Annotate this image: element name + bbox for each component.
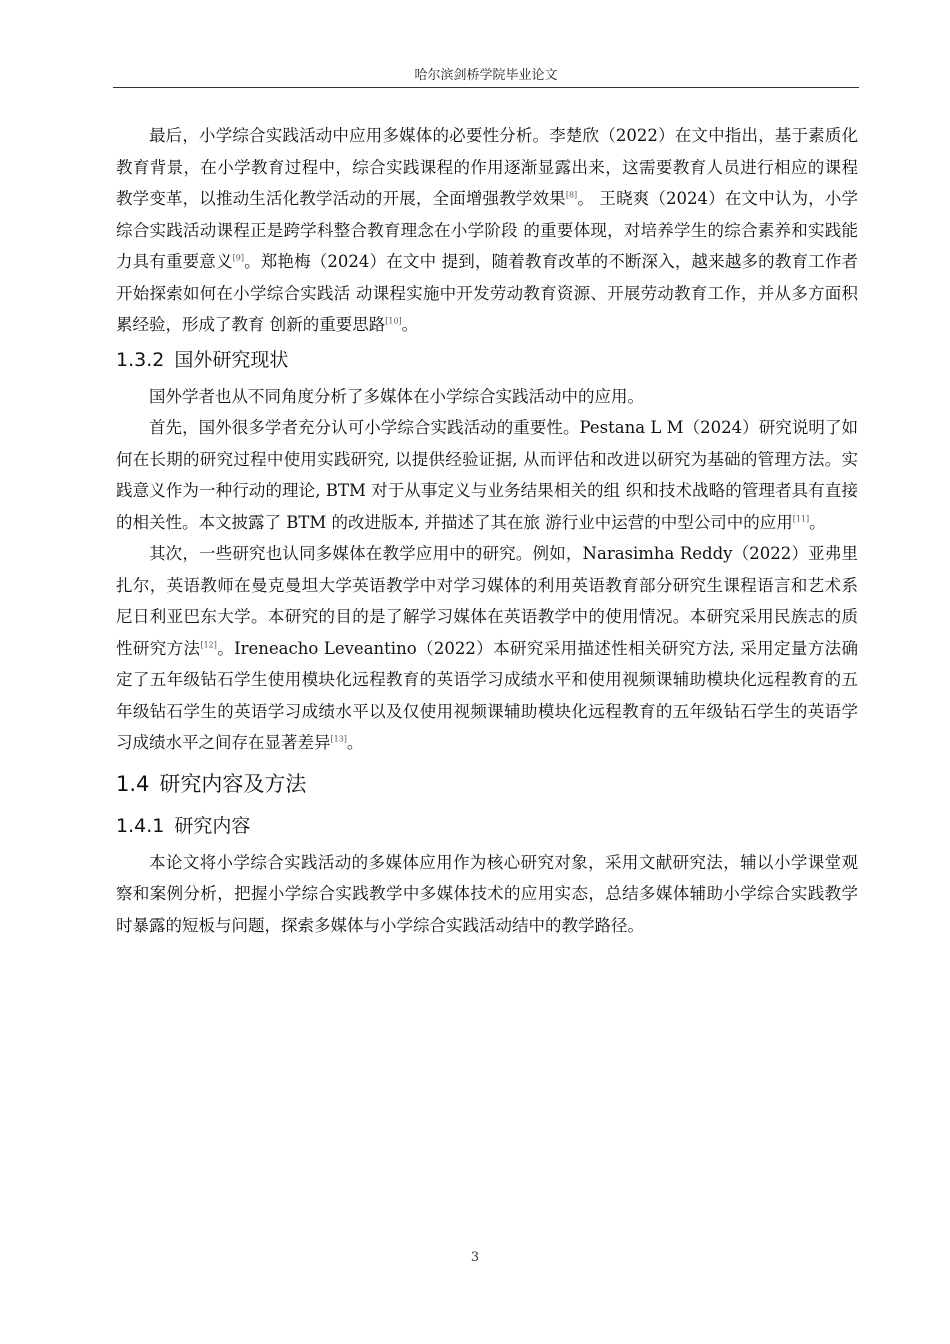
paragraph-text: 国外学者也从不同角度分析了多媒体在小学综合实践活动中的应用。 [149,386,644,406]
paragraph-text: 其次，一些研究也认同多媒体在教学应用中的研究。例如，Narasimha Reddy（2022）亚弗里扎尔，英语教师在曼克曼坦大学英语教学中对学习媒体的利用英语教育部分研究生课程语言和艺术系尼日利亚巴东大学。本研究的目的是了解学习媒体在英语教学中的使用情况。本研究采用民族志的质性研究方法 [116,544,858,658]
paragraph-text: 。 [401,315,419,334]
paragraph-domestic-necessity [116,120,858,341]
citation-11[interactable]: [11] [792,514,810,523]
page-header: 哈尔滨剑桥学院毕业论文 [414,68,558,83]
citation-9[interactable]: [9] [232,253,244,263]
header-divider [113,87,859,88]
page-number: 3 [470,1250,480,1265]
citation-12[interactable]: [12] [200,640,217,649]
heading-number: 1.3.2 [116,348,165,371]
paragraph-text: 。郑艳梅（2024）在文中 提到，随着教育改革的不断深入，越来越多的教育工作者开始探索如何在小学综合实践活 动课程实施中开发劳动教育资源、开展劳动教育工作，并从多方面积累经验，形成了教育 创新的重要思路 [116,252,858,334]
page-body [116,120,858,941]
paragraph-foreign-first [116,412,858,538]
heading-1-4 [116,767,858,801]
heading-title: 研究内容 [174,814,251,837]
paragraph-foreign-intro [116,381,858,413]
citation-13[interactable]: [13] [330,734,347,744]
heading-1-4-1 [116,811,858,841]
paragraph-text: 本论文将小学综合实践活动的多媒体应用作为核心研究对象，采用文献研究法，辅以小学课堂观察和案例分析，把握小学综合实践教学中多媒体技术的应用实态，总结多媒体辅助小学综合实践教学时暴露的短板与问题，探索多媒体与小学综合实践活动结中的教学路径。 [116,852,858,935]
paragraph-research-content [116,847,858,942]
paragraph-text: 。 [809,512,826,532]
paragraph-text: 最后，小学综合实践活动中应用多媒体的必要性分析。李楚欣（2022）在文中指出，基于素质化教育背景，在小学教育过程中，综合实践课程的作用逐渐显露出来，这需要教育人员进行相应的课程教学变革，以推动生活化教学活动的开展，全面增强教学效果 [116,126,858,208]
paragraph-text: 首先，国外很多学者充分认可小学综合实践活动的重要性。Pestana L M（2024）研究说明了如何在长期的研究过程中使用实践研究, 以提供经验证据, 从而评估和改进以研究为基础的管理方法。实践意义作为一种行动的理论, BTM 对于从事定义与业务结果相关的组 织和技术战略的管理者具有直接的相关性。本文披露了 BTM 的改进版本, 并描述了其在旅 游行业中运营的中型公司中的应用 [116,418,858,532]
paragraph-text: 。 王晓爽（2024）在文中认为，小学综合实践活动课程正是跨学科整合教育理念在小学阶段 的重要体现，对培养学生的综合素养和实践能力具有重要意义 [116,189,858,271]
heading-number: 1.4.1 [116,814,165,837]
citation-10[interactable]: [10] [385,316,402,326]
heading-title: 国外研究现状 [174,348,289,371]
heading-title: 研究内容及方法 [159,771,307,796]
heading-1-3-2 [116,345,858,375]
citation-8[interactable]: [8] [565,190,578,200]
paragraph-foreign-second [116,538,858,759]
paragraph-text: 。 [346,733,364,752]
paragraph-text: 。Ireneacho Leveantino（2022）本研究采用描述性相关研究方法, 采用定量方法确定了五年级钻石学生使用模块化远程教育的英语学习成绩水平和使用视频课辅助模块化远程教育的五年级钻石学生的英语学习成绩水平以及仅使用视频课辅助模块化远程教育的五年级钻石学生的英语学习成绩水平之间存在显著差异 [116,638,859,752]
heading-number: 1.4 [116,771,150,796]
